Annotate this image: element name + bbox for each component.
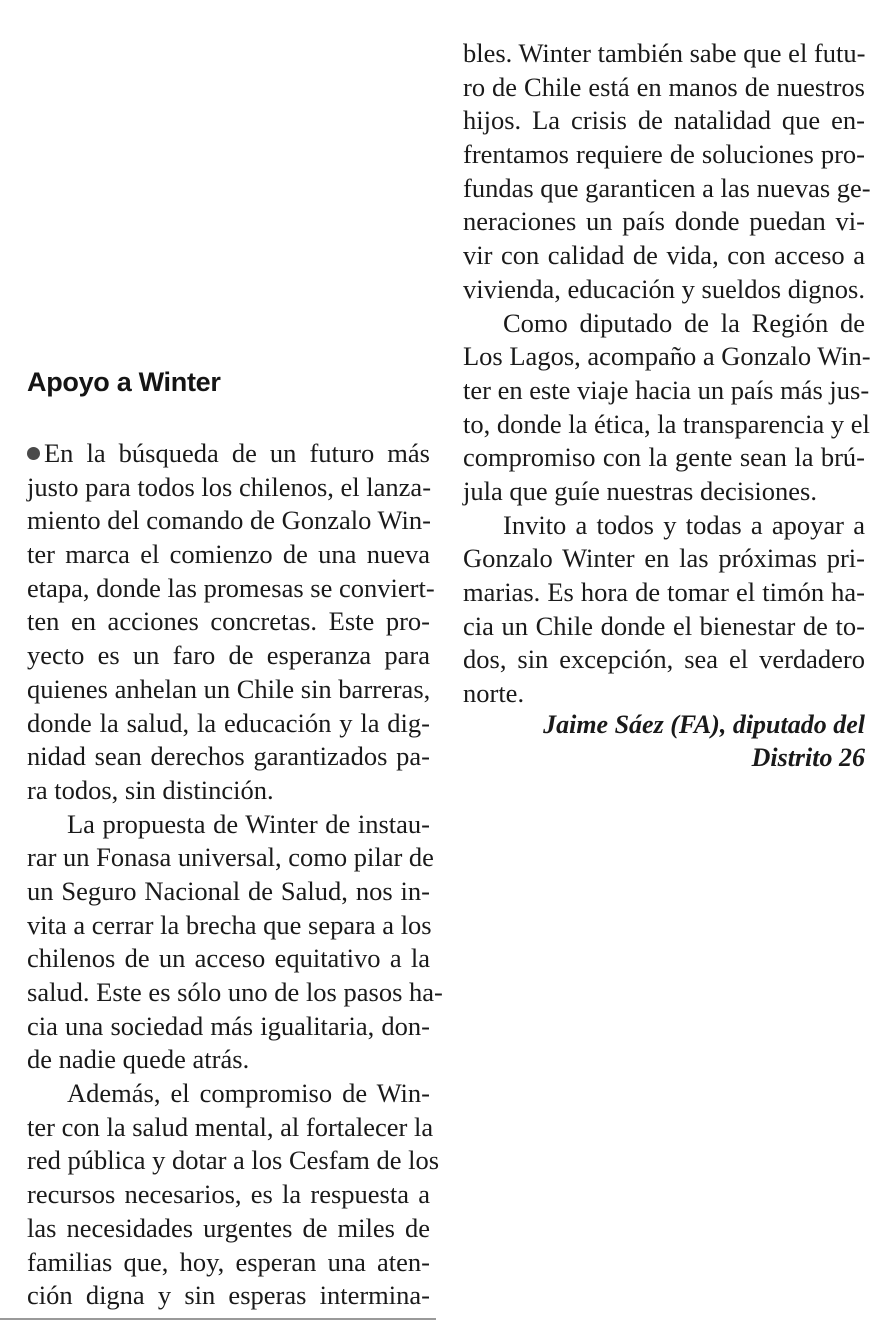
text-line: miento del comando de Gonzalo Win- [27,505,431,536]
text-line: donde la salud, la educación y la dig- [27,707,430,738]
text-line: chilenos de un acceso equitativo a la [27,943,430,974]
text-line: red pública y dotar a los Cesfam de los [27,1145,440,1176]
text-line: ción digna y sin esperas intermina- [27,1280,430,1311]
article-column-left [27,437,443,1313]
article-column-right [463,37,871,711]
text-line: Además, el compromiso de Win- [67,1078,430,1109]
author-name-line: Jaime Sáez (FA), diputado del [543,710,865,739]
text-line: un Seguro Nacional de Salud, nos in- [27,875,430,906]
text-line: Invito a todos y todas a apoyar a [503,509,865,540]
text-line: cia una sociedad más igualitaria, don- [27,1010,430,1041]
text-line: compromiso con la gente sean la brú- [463,442,865,473]
text-line: fundas que garanticen a las nuevas ge- [463,172,871,203]
text-line: rar un Fonasa universal, como pilar de [27,842,434,873]
bottom-divider [0,1318,436,1320]
text-line: La propuesta de Winter de instau- [67,808,430,839]
text-line: norte. [463,678,525,709]
text-line: justo para todos los chilenos, el lanza- [27,471,432,502]
text-line: yecto es un faro de esperanza para [27,640,430,671]
text-line: bles. Winter también sabe que el futu- [463,38,866,68]
text-line: familias que, hoy, esperan una aten- [27,1246,430,1277]
text-line: marias. Es hora de tomar el timón ha- [463,577,865,607]
text-line: vita a cerrar la brecha que separa a los [27,909,432,940]
bullet-icon [27,447,40,460]
text-line: etapa, donde las promesas se conviert- [27,572,435,603]
author-district-line: Distrito 26 [751,743,865,772]
text-line: ter con la salud mental, al fortalecer la [27,1111,434,1142]
text-line: vir con calidad de vida, con acceso a [463,240,865,271]
text-line: ten en acciones concretas. Este pro- [27,606,430,637]
text-line: ro de Chile está en manos de nuestros [463,71,865,102]
text-line: cia un Chile donde el bienestar de to- [463,610,865,641]
text-line: ra todos, sin distinción. [27,774,274,805]
text-line: Los Lagos, acompaño a Gonzalo Win- [463,341,871,372]
text-line: Gonzalo Winter en las próximas pri- [463,543,865,574]
text-line: salud. Este es sólo uno de los pasos ha- [27,977,443,1007]
author-signature [463,708,865,774]
text-line: nidad sean derechos garantizados pa- [27,741,430,772]
article-headline: Apoyo a Winter [27,367,221,397]
text-line: to, donde la ética, la transparencia y el [463,408,870,439]
text-line: de nadie quede atrás. [27,1044,250,1075]
text-line: jula que guíe nuestras decisiones. [463,475,817,506]
text-line: Como diputado de la Región de [503,307,865,338]
text-line: hijos. La crisis de natalidad que en- [463,105,865,136]
text-line: ter marca el comienzo de una nueva [27,539,430,570]
text-line: En la búsqueda de un futuro más [27,437,430,471]
text-line: quienes anhelan un Chile sin barreras, [27,673,431,704]
text-line: dos, sin excepción, sea el verdadero [463,644,865,675]
text-line: frentamos requiere de soluciones pro- [463,139,865,170]
text-line: ter en este viaje hacia un país más jus- [463,374,870,405]
text-line: recursos necesarios, es la respuesta a [27,1179,430,1210]
text-line: neraciones un país donde puedan vi- [463,206,865,237]
text-line: vivienda, educación y sueldos dignos. [463,273,865,304]
text-line: las necesidades urgentes de miles de [27,1212,430,1243]
